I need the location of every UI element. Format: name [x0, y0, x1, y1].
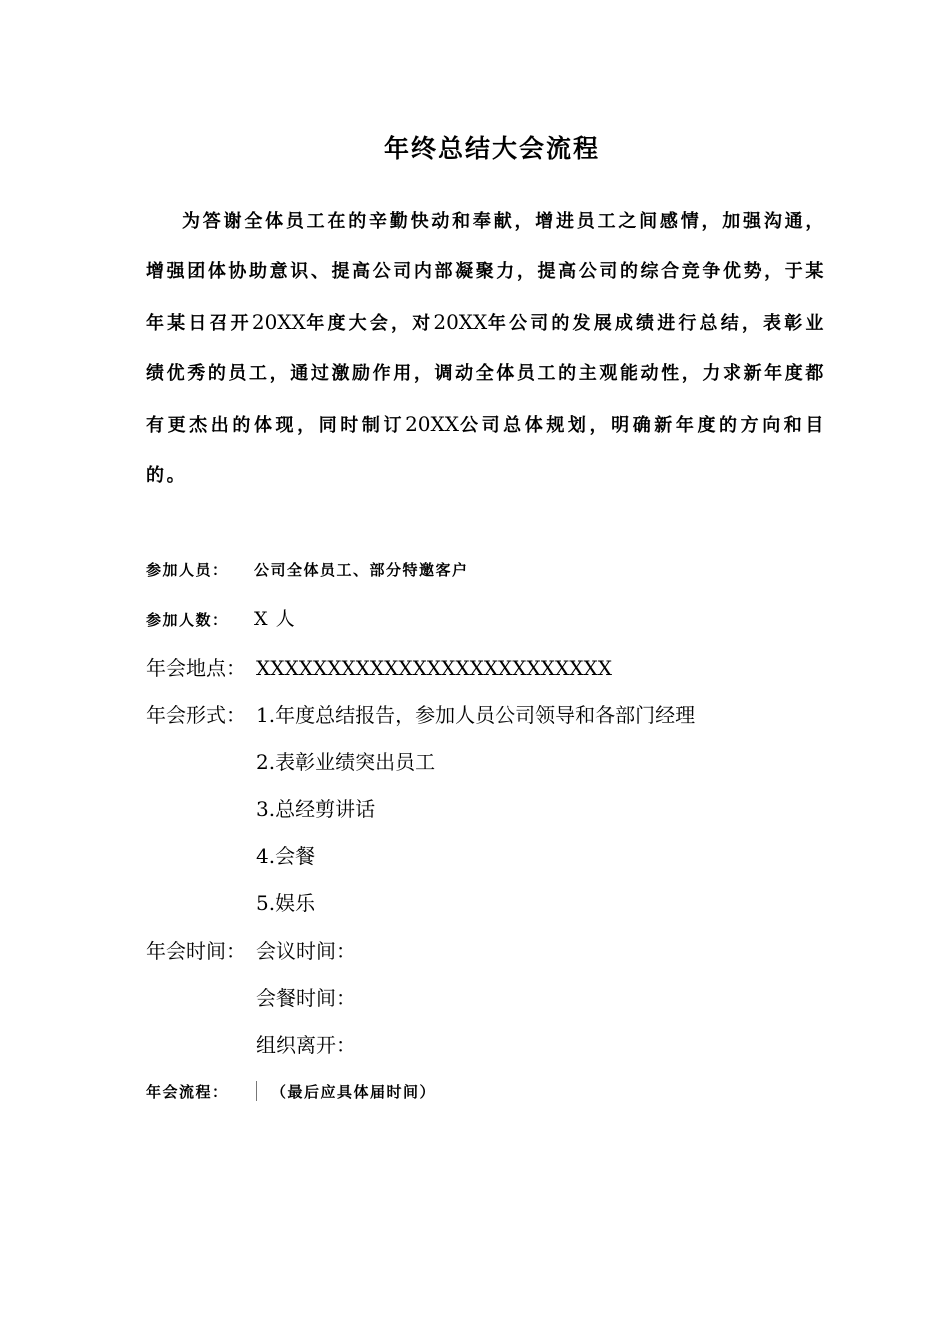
attendees-value: 公司全体员工、部分特邀客户 — [254, 561, 469, 579]
count-value: X 人 — [254, 608, 296, 630]
intro-paragraph — [146, 197, 826, 501]
time-item-2: 会餐时间： — [256, 986, 356, 1010]
count-row — [146, 604, 296, 631]
time-row — [146, 935, 356, 964]
intro-year-2: 20XX — [433, 310, 488, 334]
intro-year-1: 20XX — [251, 310, 306, 334]
location-label: 年会地点： — [146, 656, 246, 680]
process-note: （最后应具体届时间） — [271, 1083, 437, 1101]
intro-text-1: 为答谢全体员工在的辛勤快动和奉献，增进员工之间感情，加强沟通，增强团体协助意识、提高公司内部凝聚力，提高公司的综合竞争优势，于某年某日召开 — [146, 211, 826, 334]
intro-text-2: 年度大会，对 — [305, 313, 434, 334]
intro-text-4: 公司总体规划，明确新年度的方向和目的。 — [146, 415, 826, 486]
count-label: 参加人数： — [146, 611, 229, 629]
attendees-row — [146, 559, 469, 580]
attendees-label: 参加人员： — [146, 561, 229, 579]
time-item-3: 组织离开： — [256, 1033, 356, 1057]
location-value: XXXXXXXXXXXXXXXXXXXXXXXXX — [256, 656, 612, 680]
location-row — [146, 652, 612, 681]
format-item-3: 3.总经剪讲话 — [256, 797, 376, 821]
text-cursor — [256, 1081, 257, 1101]
format-item-4: 4.会餐 — [256, 844, 316, 868]
intro-year-3: 20XX — [405, 412, 459, 436]
format-item-2: 2.表彰业绩突出员工 — [256, 750, 436, 774]
format-row — [146, 699, 695, 728]
intro-text-3: 年公司的发展成绩进行总结，表彰业绩优秀的员工，通过激励作用，调动全体员工的主观能动性，力求新年度都有更杰出的体现，同时制订 — [146, 313, 826, 436]
process-label: 年会流程： — [146, 1083, 229, 1101]
format-label: 年会形式： — [146, 703, 246, 727]
time-item-1: 会议时间： — [256, 939, 356, 963]
document-title: 年终总结大会流程 — [383, 134, 600, 163]
format-item-5: 5.娱乐 — [256, 891, 316, 915]
format-item-1: 1.年度总结报告，参加人员公司领导和各部门经理 — [256, 703, 696, 727]
time-label: 年会时间： — [146, 939, 246, 963]
process-row — [146, 1081, 436, 1102]
